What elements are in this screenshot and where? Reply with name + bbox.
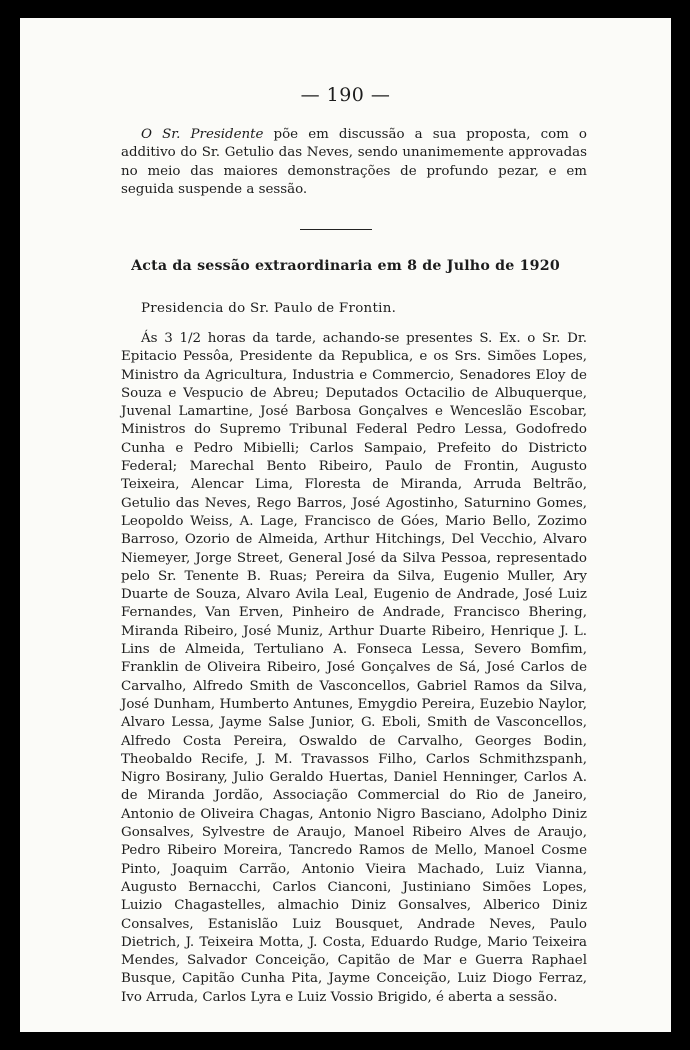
section-heading: Acta da sessão extraordinaria em 8 de Julho de 1920 bbox=[131, 258, 560, 274]
session-body-paragraph: Ás 3 1/2 horas da tarde, achando-se presentes S. Ex. o Sr. Dr. Epitacio Pessôa, Presidente da Republica, e os Srs. Simões Lopes, Ministro da Agricultura, Industria e Commercio, Senadores Eloy de Souza e Vespucio de Abreu; Deputados Octacilio de Albuquerque, Juvenal Lamartine, José Barbosa Gonçalves e Wenceslão Escobar, Ministros do Supremo Tribunal Federal Pedro Lessa, Godofredo Cunha e Pedro Mibielli; Carlos Sampaio, Prefeito do Districto Federal; Marechal Bento Ribeiro, Paulo de Frontin, Augusto Teixeira, Alencar Lima, Floresta de Miranda, Arruda Beltrão, Getulio das Neves, Rego Barros, José Agostinho, Saturnino Gomes, Leopoldo Weiss, A. Lage, Francisco de Góes, Mario Bello, Zozimo Barroso, Ozorio de Almeida, Arthur Hitchings, Del Vecchio, Alvaro Niemeyer, Jorge Street, General José da Silva Pessoa, representado pelo Sr. Tenente B. Ruas; Pereira da Silva, Eugenio Muller, Ary Duarte de Souza, Alvaro Avila Leal, Eugenio de Andrade, José Luiz Fernandes, Van Erven, Pinheiro de Andrade, Francisco Bhering, Miranda Ribeiro, José Muniz, Arthur Duarte Ribeiro, Henrique J. L. Lins de Almeida, Tertuliano A. Fonseca Lessa, Severo Bomfim, Franklin de Oliveira Ribeiro, José Gonçalves de Sá, José Carlos de Carvalho, Alfredo Smith de Vasconcellos, Gabriel Ramos da Silva, José Dunham, Humberto Antunes, Emygdio Pereira, Euzebio Naylor, Alvaro Lessa, Jayme Salse Junior, G. Eboli, Smith de Vasconcellos, Alfredo Costa Pereira, Oswaldo de Carvalho, Georges Bodin, Theobaldo Recife, J. M. Travassos Filho, Carlos Schmithzspanh, Nigro Bosirany, Julio Geraldo Huertas, Daniel Henninger, Carlos A. de Miranda Jordão, Associação Commercial do Rio de Janeiro, Antonio de Oliveira Chagas, Antonio Nigro Basciano, Adolpho Diniz Gonsalves, Sylvestre de Araujo, Manoel Ribeiro Alves de Araujo, Pedro Ribeiro Moreira, Tancredo Ramos de Mello, Manoel Cosme Pinto, Joaquim Carrão, Antonio Vieira Machado, Luiz Vianna, Augusto Bernacchi, Carlos Cianconi, Justiniano Simões Lopes, Luizio Chagastelles, almachio Diniz Gonsalves, Alberico Diniz Consalves, Estanislão Luiz Bousquet, Andrade Neves, Paulo Dietrich, J. Teixeira Motta, J. Costa, Eduardo Rudge, Mario Teixeira Mendes, Salvador Conceição, Capitão de Mar e Guerra Raphael Busque, Capitão Cunha Pita, Jayme Conceição, Luiz Diogo Ferraz, Ivo Arruda, Carlos Lyra e Luiz Vossio Brigido, é aberta a sessão. bbox=[121, 331, 587, 1005]
intro-speaker: O Sr. Presidente bbox=[141, 127, 264, 142]
page-number: — 190 — bbox=[300, 84, 391, 106]
document-page bbox=[20, 18, 671, 1032]
intro-paragraph bbox=[121, 126, 587, 199]
intro-text: põe em discussão a sua proposta, com o additivo do Sr. Getulio das Neves, sendo unanimemente approvadas no meio das maiores demonstrações de profundo pezar, e em seguida suspende a sessão. bbox=[121, 127, 587, 197]
section-divider bbox=[300, 229, 372, 230]
presidency-line: Presidencia do Sr. Paulo de Frontin. bbox=[141, 301, 397, 316]
